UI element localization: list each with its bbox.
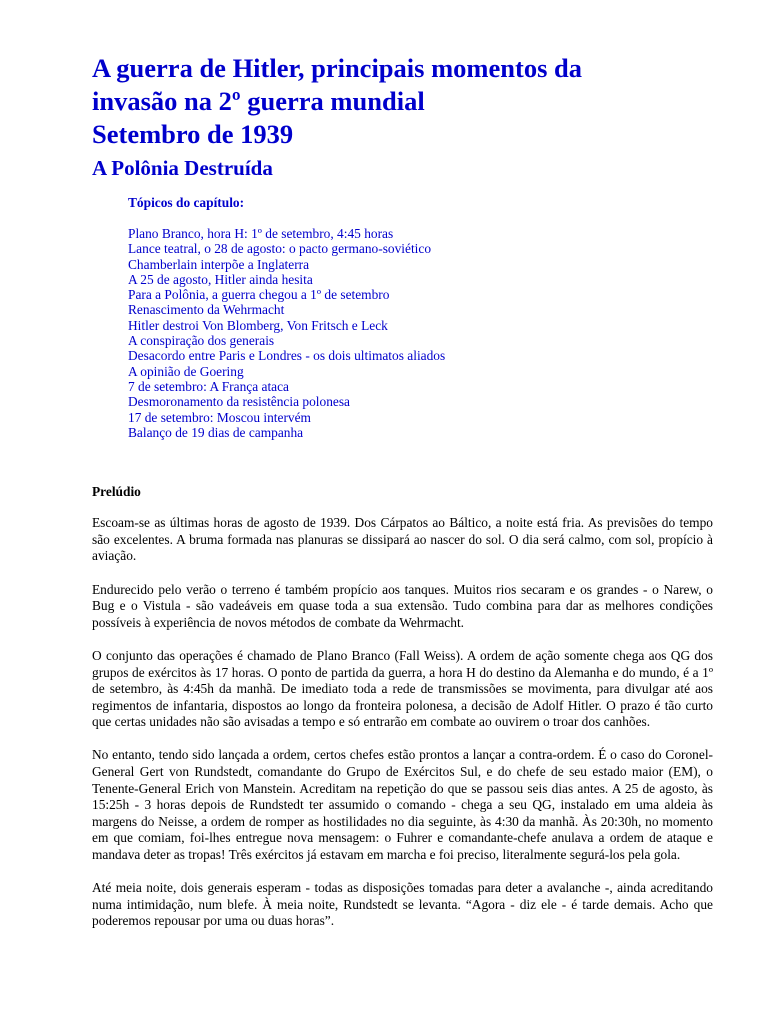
topic-link[interactable]: Lance teatral, o 28 de agosto: o pacto germano-soviético [128,241,432,257]
topic-link[interactable]: 7 de setembro: A França ataca [128,378,289,394]
body-paragraph: Endurecido pelo verão o terreno é também propício aos tanques. Muitos rios secaram e os grandes - o Narew, o Bug e o Vistula - são vadeáveis em quase toda a sua extensão. Tudo combina para dar as melhores condições possíveis à experiência de novos métodos de combate da Wehrmacht. [92,581,713,630]
document-page [92,52,713,947]
body-paragraph: No entanto, tendo sido lançada a ordem, certos chefes estão prontos a lançar a contra-ordem. É o caso do Coronel-General Gert von Rundstedt, comandante do Grupo de Exércitos Sul, e do chefe de seu estado maior (EM), o Tenente-General Erich von Manstein. Acreditam na repetição do que se passou seis dias antes. A 25 de agosto, às 15:25h - 3 horas depois de Rundstedt ter assumido o comando - chega a seu QG, instalado em uma aldeia às margens do Neisse, a ordem de romper as hostilidades no dia seguinte, às 4:30 da manhã. Às 20:30h, no momento em que comiam, foi-lhes entregue nova mensagem: o Fuhrer e comandante-chefe anulava a ordem de ataque e mandava deter as tropas! Três exércitos já estavam em marcha e foi preciso, literalmente segurá-los pela gola. [92,747,713,863]
topic-link[interactable]: 17 de setembro: Moscou intervém [128,409,311,425]
title-line: Setembro de 1939 [92,119,294,149]
body-paragraph: Até meia noite, dois generais esperam - todas as disposições tomadas para deter a avalanche -, ainda acreditando numa intimidação, num blefe. À meia noite, Rundstedt se levanta. “Agora - diz ele - é tarde demais. Acho que poderemos repousar por uma ou duas horas”. [92,880,713,929]
topic-link[interactable]: Desacordo entre Paris e Londres - os dois ultimatos aliados [128,348,446,364]
topic-link[interactable]: A opinião de Goering [128,363,244,379]
topic-link[interactable]: Hitler destroi Von Blomberg, Von Fritsch e Leck [128,317,388,333]
topic-link[interactable]: A conspiração dos generais [128,333,275,349]
topic-link[interactable]: A 25 de agosto, Hitler ainda hesita [128,271,313,287]
topic-link[interactable]: Renascimento da Wehrmacht [128,302,285,318]
chapter-subtitle: A Polônia Destruída [92,156,273,180]
topic-link[interactable]: Plano Branco, hora H: 1º de setembro, 4:45 horas [128,226,394,241]
topic-link[interactable]: Para a Polônia, a guerra chegou a 1º de setembro [128,287,390,303]
topics-heading: Tópicos do capítulo: [128,195,245,210]
title-line: invasão na 2º guerra mundial [92,86,425,116]
chapter-topics [128,195,713,440]
topic-link[interactable]: Balanço de 19 dias de campanha [128,424,304,440]
topic-link[interactable]: Desmoronamento da resistência polonesa [128,394,350,410]
body-paragraph: Escoam-se as últimas horas de agosto de 1939. Dos Cárpatos ao Báltico, a noite está fria. As previsões do tempo são excelentes. A bruma formada nas planuras se dissipará ao nascer do sol. O dia será calmo, com sol, propício à aviação. [92,515,713,564]
body-paragraph: O conjunto das operações é chamado de Plano Branco (Fall Weiss). A ordem de ação somente chega aos QG dos grupos de exércitos às 17 horas. O ponto de partida da guerra, a hora H do destino da Alemanha e do mundo, é a 1º de setembro, às 4:45h da manhã. De imediato toda a rede de transmissões se movimenta, para divulgar até aos regimentos de infantaria, dispostos ao longo da fronteira polonesa, a decisão de Adolf Hitler. O prazo é tão curto que certas unidades não são avisadas a tempo e só entrarão em combate ao ouvirem o troar dos canhões. [92,647,713,730]
topic-link[interactable]: Chamberlain interpõe a Inglaterra [128,256,310,272]
topics-list [128,226,713,440]
section-heading: Prelúdio [92,484,141,500]
document-title [92,52,713,151]
title-line: A guerra de Hitler, principais momentos da [92,53,582,83]
